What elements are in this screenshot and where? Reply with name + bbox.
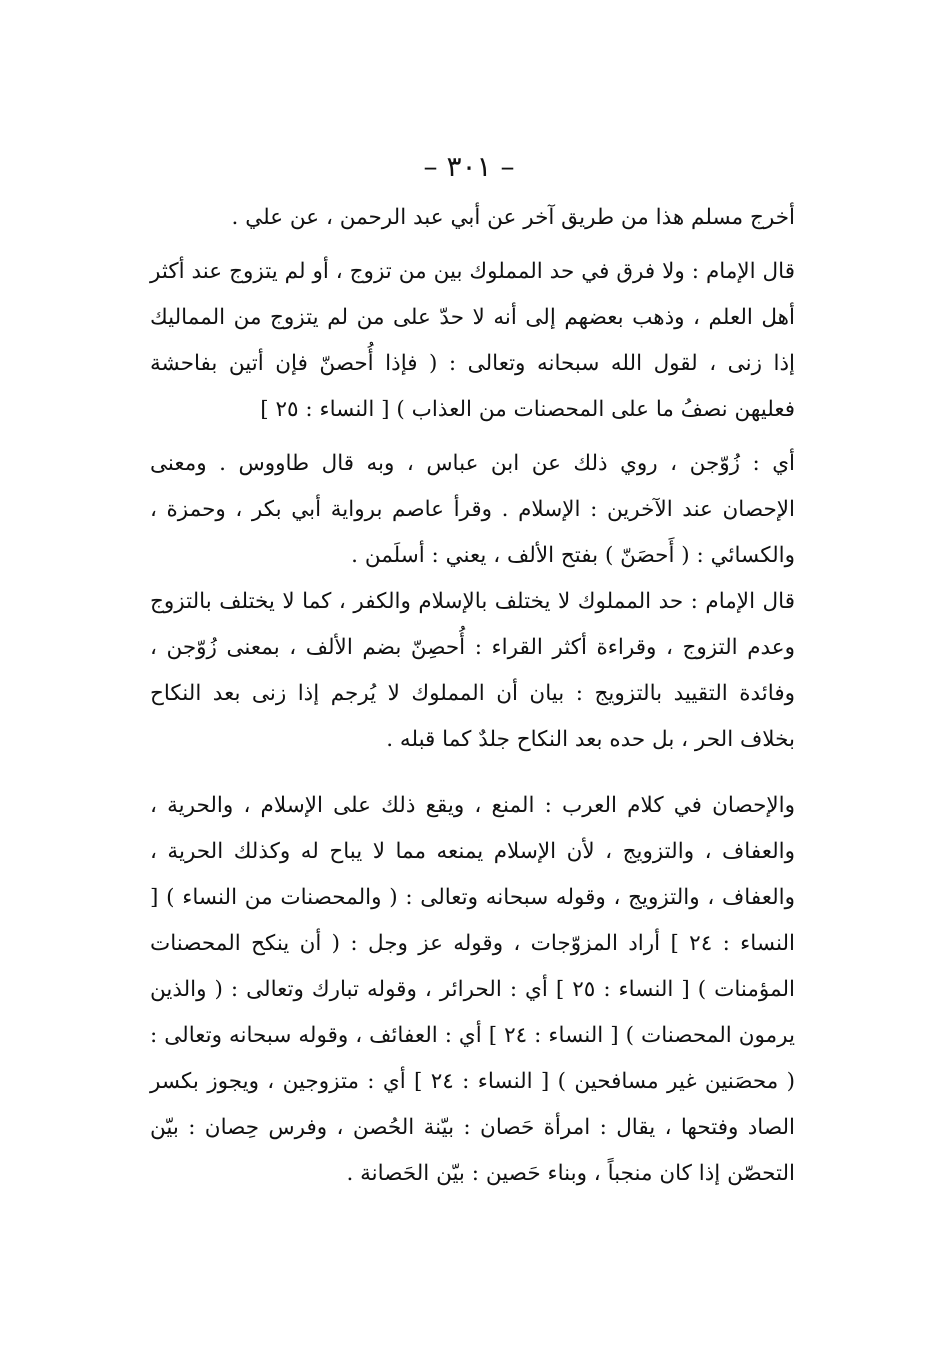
paragraph-imam-commentary: قال الإمام : حد المملوك لا يختلف بالإسلام والكفر ، كما لا يختلف بالتزوج وعدم التزوج ، وقراءة أكثر القراء : أُحصِنّ بضم الألف ، بمعنى زُوّجن ، وفائدة التقييد بالتزويج : بيان أن المملوك لا يُرجم إذا زنى بعد النكاح بخلاف الحر ، بل حده بعد النكاح جلدٌ كما قبله .: [150, 589, 795, 752]
paragraph-slave-hadd: قال الإمام : ولا فرق في حد المملوك بين من تزوج ، أو لم يتزوج عند أكثر أهل العلم ، وذهب بعضهم إلى أنه لا حدّ على من لم يتزوج من المماليك إذا زنى ، لقول الله سبحانه وتعالى : ( فإذا أُحصنّ فإن أتين بفاحشة فعليهن نصفُ ما على المحصنات من العذاب ) [ النساء : ٢٥ ]: [150, 259, 795, 422]
paragraph-ihsan-linguistic: والإحصان في كلام العرب : المنع ، ويقع ذلك على الإسلام ، والحرية ، والعفاف ، والتزويج ، لأن الإسلام يمنعه مما لا يباح له وكذلك الحرية ، والعفاف ، والتزويج ، وقوله سبحانه وتعالى : ( والمحصنات من النساء ) [ النساء : ٢٤ ] أراد المزوّجات ، وقوله عز وجل : ( أن ينكح المحصنات المؤمنات ) [ النساء : ٢٥ ] أي : الحرائر ، وقوله تبارك وتعالى : ( والذين يرمون المحصنات ) [ النساء : ٢٤ ] أي : العفائف ، وقوله سبحانه وتعالى : ( محصَنين غير مسافحين ) [ النساء : ٢٤ ] أي : متزوجين ، ويجوز بكسر الصاد وفتحها ، يقال : امرأة حَصان : بيّنة الحُصن ، وفرس حِصان : بيّن التحصّن إذا كان منجباً ، وبناء حَصين : بيّن الحَصانة .: [150, 793, 796, 1186]
page-number: – ٣٠١ –: [423, 150, 515, 183]
paragraph-hadith-source: أخرج مسلم هذا من طريق آخر عن أبي عبد الرحمن ، عن علي .: [231, 205, 795, 230]
paragraph-ihsan-meaning: أي : زُوّجن ، روي ذلك عن ابن عباس ، وبه قال طاووس . ومعنى الإحصان عند الآخرين : الإسلام . وقرأ عاصم برواية أبي بكر ، وحمزة ، والكسائي : ( أَحصَنّ ) بفتح الألف ، يعني : أسلَمن .: [150, 451, 795, 568]
page-body: [150, 195, 795, 1197]
